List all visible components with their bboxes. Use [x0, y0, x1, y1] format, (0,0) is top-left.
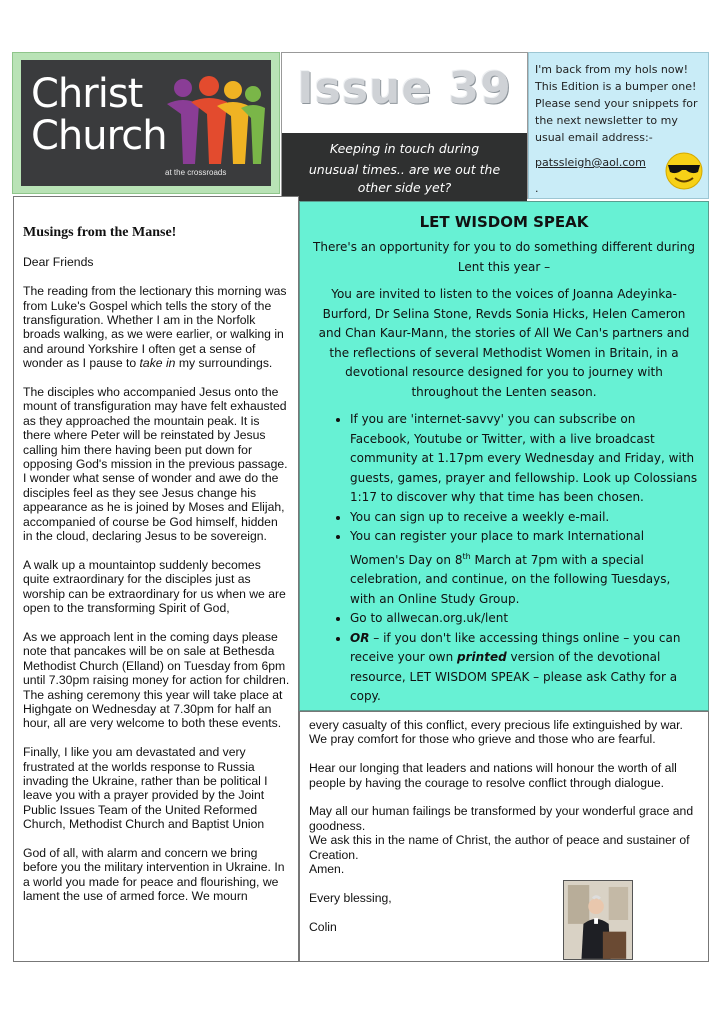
logo-tagline: at the crossroads — [165, 168, 227, 177]
wisdom-bullet-5: • OR – if you don't like accessing things online – you can receive your own printed version of the devotional resource, LET WISDOM SPEAK – please ask Cathy for a copy. — [350, 629, 698, 707]
wisdom-bullet-3: • You can register your place to mark International Women's Day on 8th March at 7pm with a special celebration, and continue, on the following Tuesdays, with an Online Study Group. — [350, 527, 698, 609]
wisdom-invite: You are invited to listen to the voices of Joanna Adeyinka-Burford, Dr Selina Stone, Revds Sonia Hicks, Helen Cameron and Chan Kaur-Mann, the stories of All We Can's partners and the reflections of several Methodist Women in Britain, in a devotional resource designed for you to journey with throughout the Lenten season. — [318, 287, 690, 399]
issue-title: Issue 39 — [297, 63, 512, 114]
prayer-continuation — [299, 711, 709, 962]
prayer-paragraph: God of all, with alarm and concern we bring before you the military intervention in Ukraine. In a world you made for peace and flourishing, we lament the use of armed force. We mourn — [23, 845, 285, 904]
editor-email-link[interactable]: patssleigh@aol.com — [535, 156, 646, 169]
manse-title: Musings from the Manse! — [23, 225, 177, 240]
wisdom-title: LET WISDOM SPEAK — [419, 213, 589, 231]
manse-paragraph-3: A walk up a mountaintop suddenly becomes quite extraordinary for the disciples just as worship can be extraordinary for us when we are open to the transforming Spirit of God, — [23, 557, 286, 616]
wisdom-bullet-4: • Go to allwecan.org.uk/lent — [350, 609, 698, 629]
prayer-cont-3: May all our human failings be transformed by your wonderful grace and goodness. — [309, 804, 694, 833]
prayer-cont-1: every casualty of this conflict, every precious life extinguished by war. We pray comfort for those who grieve and those who are fearful. — [309, 718, 683, 747]
church-logo — [21, 60, 271, 186]
manse-paragraph-5: Finally, I like you am devastated and very frustrated at the worlds response to Russia invading the Ukraine, rather than be political I leave you with a prayer provided by the Joint Public Issues Team of the United Reformed Church, Methodist Church and Baptist Union — [23, 745, 268, 832]
wisdom-list — [310, 410, 698, 707]
editor-note-dot: . — [535, 182, 539, 195]
let-wisdom-speak-box — [299, 201, 709, 711]
manse-paragraph-4: As we approach lent in the coming days please note that pancakes will be on sale at Bethesda Methodist Church (Elland) on Tuesday from 6pm until 7.30pm raising money for action for children. The ashing ceremony this year will take place at Highgate on Wednesday at 7.30pm for half an hour, all are very welcome to both these events. — [23, 629, 290, 731]
issue-subtitle-line3: other side yet? — [357, 180, 452, 195]
issue-subtitle-banner — [282, 133, 527, 205]
smiley-sunglasses-icon — [664, 150, 704, 190]
wisdom-intro: There's an opportunity for you to do something different during Lent this year – — [313, 240, 695, 274]
wisdom-bullet-1: • If you are 'internet-savvy' you can subscribe on Facebook, Youtube or Twitter, with a live broadcast community at 1.17pm every Wednesday and Friday, with guests, games, prayer and fellowship. Look up Colossians 1:17 to discover why that time has been chosen. — [350, 410, 698, 508]
manse-paragraph-1: The reading from the lectionary this morning was from Luke's Gospel which tells the story of the transfiguration. Whether I am in the Norfolk broads walking, as we were earlier, or walking in and around Yorkshire I often get a sense of wonder as I pause to take in my surroundings. — [23, 284, 287, 371]
logo-line2: Church — [31, 113, 167, 159]
signature-name: Colin — [309, 919, 337, 934]
issue-subtitle-line1: Keeping in touch during — [329, 141, 480, 156]
logo-line1: Christ — [31, 71, 143, 117]
manse-greeting: Dear Friends — [23, 255, 94, 270]
manse-column — [13, 196, 299, 962]
people-figures-icon — [161, 74, 267, 166]
manse-paragraph-2: The disciples who accompanied Jesus onto the mount of transfiguration may have felt exhausted as they approached the mountain peak. It is there where Peter will be reinstated by Jesus calling him there having been put down for opposing God's mission in the previous passage. I wonder what sense of wonder and awe do the disciples feel as they see Jesus change his appearance as he is joined by Moses and Elijah, accompanied of course be God himself, hidden in the cloud, declaring Jesus to be sovereign. — [23, 385, 288, 544]
sign-off: Every blessing, — [309, 890, 392, 905]
editor-note-text: I'm back from my hols now! This Edition is a bumper one! Please send your snippets for the next newsletter to my usual email address:- — [535, 63, 698, 144]
issue-header — [281, 52, 528, 199]
prayer-cont-4: We ask this in the name of Christ, the author of peace and sustainer of Creation. — [309, 833, 690, 862]
wisdom-bullet-2: • You can sign up to receive a weekly e-mail. — [350, 508, 698, 528]
minister-photo — [563, 880, 633, 960]
issue-subtitle-line2: unusual times.. are we out the — [308, 162, 501, 177]
prayer-amen: Amen. — [309, 862, 345, 877]
prayer-cont-2: Hear our longing that leaders and nations will honour the worth of all people by having the courage to resolve conflict through dialogue. — [309, 761, 677, 790]
